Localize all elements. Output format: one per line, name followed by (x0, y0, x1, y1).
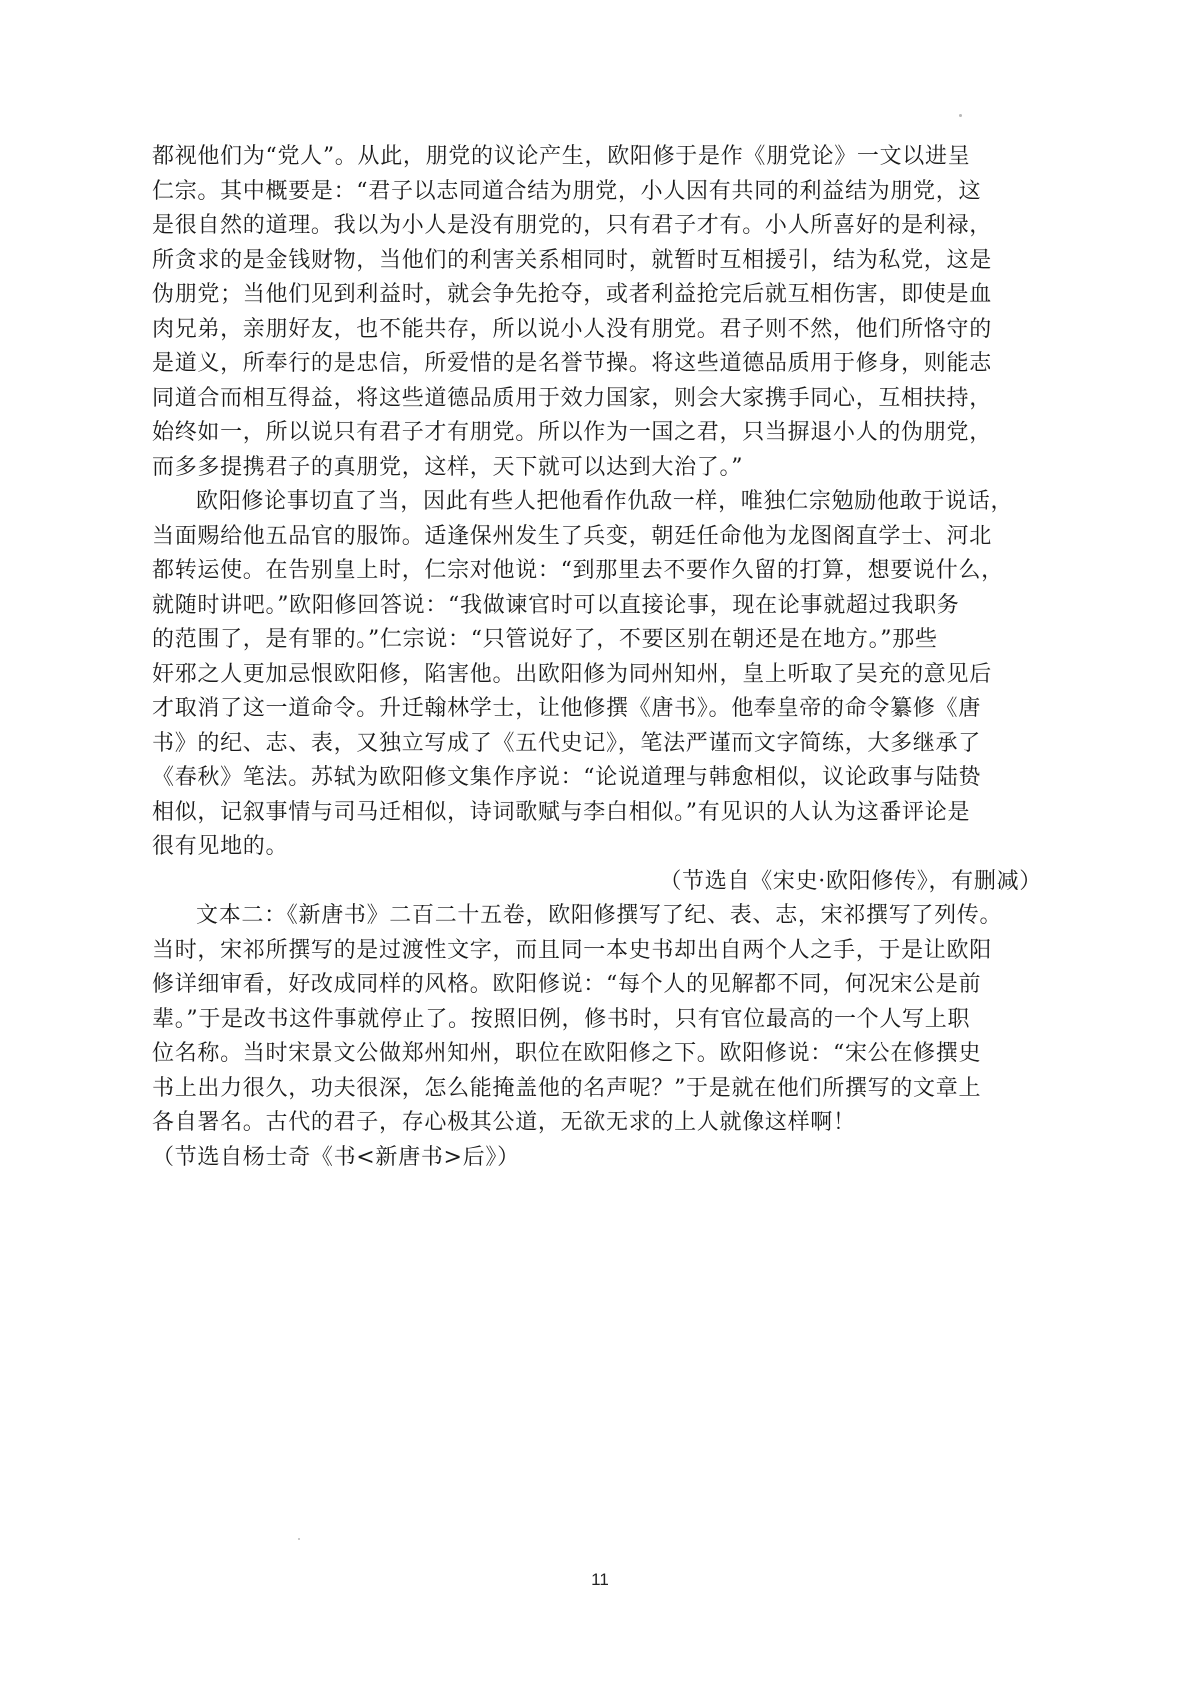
text-line: 欧阳修论事切直了当，因此有些人把他看作仇敌一样，唯独仁宗勉励他敢于说话， (196, 489, 1014, 514)
text-line: 当时，宋祁所撰写的是过渡性文字，而且同一本史书却出自两个人之手，于是让欧阳 (152, 937, 992, 963)
text-line: 同道合而相互得益，将这些道德品质用于效力国家，则会大家携手同心，互相扶持， (152, 385, 992, 411)
text-line: 很有见地的。 (152, 834, 289, 859)
text-line: 书》的纪、志、表，又独立写成了《五代史记》，笔法严谨而文字简练，大多继承了 (152, 730, 981, 756)
text-line: 《春秋》笔法。苏轼为欧阳修文集作序说：“论说道理与韩愈相似，议论政事与陆贽 (152, 765, 982, 790)
text-line: 肉兄弟，亲朋好友，也不能共存，所以说小人没有朋党。君子则不然，他们所恪守的 (152, 316, 992, 342)
paragraph-text-two (152, 899, 1052, 1141)
text-line: 是道义，所奉行的是忠信，所爱惜的是名誉节操。将这些道德品质用于修身，则能志 (152, 351, 992, 376)
text-line: 相似，记叙事情与司马迁相似，诗词歌赋与李白相似。”有见识的人认为这番评论是 (152, 799, 971, 825)
text-line: （节选自《宋史·欧阳修传》，有删减） (659, 868, 1042, 894)
text-line: 各自署名。古代的君子，存心极其公道，无欲无求的上人就像这样啊！ (152, 1110, 856, 1135)
text-line: 伪朋党；当他们见到利益时，就会争先抢夺，或者利益抢完后就互相伤害，即使是血 (152, 282, 992, 307)
scan-speck (959, 114, 962, 117)
text-line: 的范围了，是有罪的。”仁宗说：“只管说好了，不要区别在朝还是在地方。”那些 (152, 627, 938, 652)
text-line: 始终如一，所以说只有君子才有朋党。所以作为一国之君，只当摒退小人的伪朋党， (152, 420, 992, 445)
scan-speck (298, 1538, 300, 1540)
paragraph-party-essay (152, 140, 1052, 485)
text-line: 奸邪之人更加忌恨欧阳修，陷害他。出欧阳修为同州知州，皇上听取了吴充的意见后 (152, 661, 992, 687)
text-line: 就随时讲吧。”欧阳修回答说：“我做谏官时可以直接论事，现在论事就超过我职务 (152, 592, 960, 618)
text-line: 辈。”于是改书这件事就停止了。按照旧例，修书时，只有官位最高的一个人写上职 (152, 1006, 971, 1032)
text-line: 所贪求的是金钱财物，当他们的利害关系相同时，就暂时互相援引，结为私党，这是 (152, 247, 992, 273)
text-line: 书上出力很久，功夫很深，怎么能掩盖他的名声呢？”于是就在他们所撰写的文章上 (152, 1075, 982, 1101)
source-citation-songshi (152, 865, 1052, 900)
paragraph-ouyang-career (152, 485, 1052, 865)
text-line: 而多多提携君子的真朋党，这样，天下就可以达到大治了。” (152, 454, 744, 480)
text-line: 位名称。当时宋景文公做郑州知州，职位在欧阳修之下。欧阳修说：“宋公在修撰史 (152, 1041, 982, 1066)
page-number: 11 (591, 1570, 609, 1589)
text-line: 是很自然的道理。我以为小人是没有朋党的，只有君子才有。小人所喜好的是利禄， (152, 213, 992, 238)
text-line: 修详细审看，好改成同样的风格。欧阳修说：“每个人的见解都不同，何况宋公是前 (152, 972, 982, 997)
source-citation-yang-shiqi (152, 1141, 1052, 1176)
text-line: 都视他们为“党人”。从此，朋党的议论产生，欧阳修于是作《朋党论》一文以进呈 (152, 144, 971, 169)
text-line: 才取消了这一道命令。升迁翰林学士，让他修撰《唐书》。他奉皇帝的命令纂修《唐 (152, 696, 981, 721)
text-line: （节选自杨士奇《书<新唐书>后》） (152, 1144, 520, 1170)
text-line: 仁宗。其中概要是：“君子以志同道合结为朋党，小人因有共同的利益结为朋党，这 (152, 178, 982, 204)
body-text (152, 140, 1052, 1175)
text-line: 文本二：《新唐书》二百二十五卷，欧阳修撰写了纪、表、志，宋祁撰写了列传。 (196, 903, 1003, 928)
text-line: 都转运使。在告别皇上时，仁宗对他说：“到那里去不要作久留的打算，想要说什么， (152, 558, 1004, 583)
text-line: 当面赐给他五品官的服饰。适逢保州发生了兵变，朝廷任命他为龙图阁直学士、河北 (152, 523, 992, 549)
